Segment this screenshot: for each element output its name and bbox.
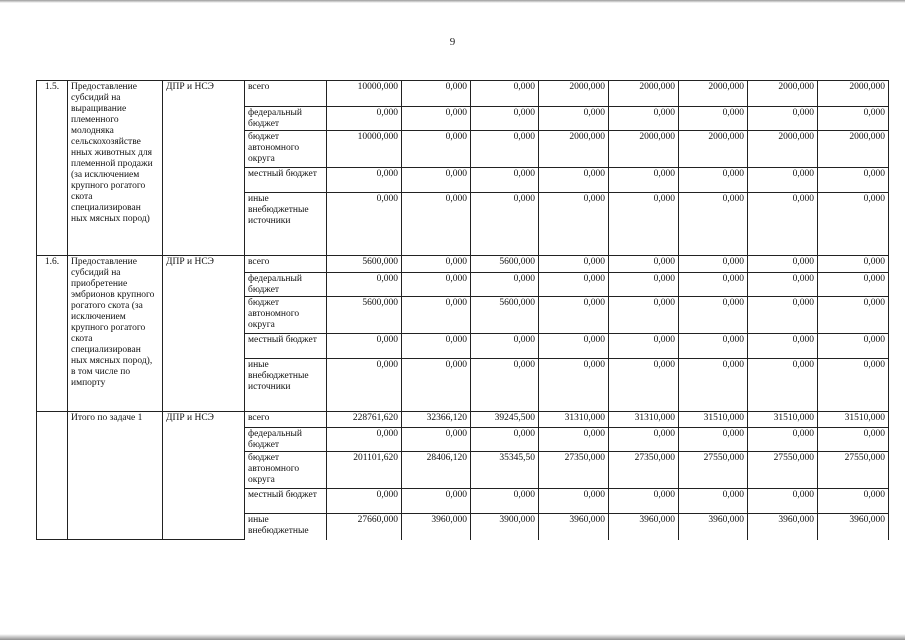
amount-cell: 0,000 — [679, 168, 748, 193]
amount-cell: 2000,000 — [748, 81, 818, 107]
amount-cell: 5600,000 — [471, 256, 539, 273]
amount-cell: 2000,000 — [539, 81, 609, 107]
amount-cell: 27350,000 — [539, 452, 609, 489]
amount-cell: 0,000 — [609, 168, 679, 193]
amount-cell: 0,000 — [679, 359, 748, 412]
funding-source: местный бюджет — [245, 334, 327, 359]
amount-cell: 0,000 — [471, 107, 539, 131]
amount-cell: 0,000 — [818, 256, 889, 273]
item-index — [37, 412, 68, 540]
amount-cell: 0,000 — [471, 131, 539, 168]
amount-cell: 5600,000 — [327, 297, 402, 334]
amount-cell: 0,000 — [609, 273, 679, 297]
amount-cell: 0,000 — [471, 273, 539, 297]
amount-cell: 0,000 — [748, 107, 818, 131]
amount-cell: 0,000 — [327, 168, 402, 193]
amount-cell: 31510,000 — [818, 412, 889, 428]
item-title: Итого по задаче 1 — [68, 412, 163, 540]
amount-cell: 0,000 — [609, 334, 679, 359]
budget-table — [36, 80, 889, 540]
scan-bottom-edge — [0, 634, 905, 640]
funding-source: иные внебюджетные — [245, 514, 327, 540]
amount-cell: 0,000 — [402, 81, 471, 107]
amount-cell: 0,000 — [679, 489, 748, 514]
amount-cell: 3960,000 — [609, 514, 679, 540]
amount-cell: 0,000 — [327, 489, 402, 514]
funding-source: бюджет автономного округа — [245, 297, 327, 334]
amount-cell: 0,000 — [679, 273, 748, 297]
amount-cell: 27550,000 — [818, 452, 889, 489]
funding-source: всего — [245, 412, 327, 428]
amount-cell: 0,000 — [402, 297, 471, 334]
amount-cell: 0,000 — [818, 489, 889, 514]
amount-cell: 0,000 — [539, 193, 609, 256]
amount-cell: 0,000 — [748, 193, 818, 256]
amount-cell: 0,000 — [748, 256, 818, 273]
table-row — [37, 81, 889, 107]
amount-cell: 0,000 — [609, 256, 679, 273]
funding-source: всего — [245, 81, 327, 107]
amount-cell: 0,000 — [402, 168, 471, 193]
amount-cell: 2000,000 — [679, 131, 748, 168]
amount-cell: 3900,000 — [471, 514, 539, 540]
amount-cell: 0,000 — [609, 193, 679, 256]
amount-cell: 2000,000 — [818, 131, 889, 168]
amount-cell: 31510,000 — [748, 412, 818, 428]
amount-cell: 0,000 — [539, 334, 609, 359]
table-row — [37, 412, 889, 428]
amount-cell: 28406,120 — [402, 452, 471, 489]
amount-cell: 2000,000 — [609, 81, 679, 107]
amount-cell: 0,000 — [402, 273, 471, 297]
funding-source: иные внебюджетные источники — [245, 193, 327, 256]
item-title: Предоставление субсидий на выращивание племенного молодняка сельскохозяйстве нных животных для племенной продажи (за исключением крупного рогатого скота специализирован ных мясных пород) — [68, 81, 163, 256]
amount-cell: 2000,000 — [748, 131, 818, 168]
item-executor: ДПР и НСЭ — [163, 412, 245, 540]
amount-cell: 0,000 — [818, 334, 889, 359]
amount-cell: 35345,50 — [471, 452, 539, 489]
funding-source: иные внебюджетные источники — [245, 359, 327, 412]
item-index: 1.5. — [37, 81, 68, 256]
amount-cell: 0,000 — [748, 428, 818, 452]
amount-cell: 10000,000 — [327, 131, 402, 168]
amount-cell: 0,000 — [402, 428, 471, 452]
amount-cell: 27550,000 — [679, 452, 748, 489]
funding-source: всего — [245, 256, 327, 273]
amount-cell: 0,000 — [609, 489, 679, 514]
amount-cell: 0,000 — [679, 107, 748, 131]
amount-cell: 0,000 — [471, 428, 539, 452]
amount-cell: 0,000 — [609, 107, 679, 131]
amount-cell: 3960,000 — [818, 514, 889, 540]
amount-cell: 0,000 — [679, 297, 748, 334]
funding-source: федеральный бюджет — [245, 107, 327, 131]
amount-cell: 0,000 — [609, 297, 679, 334]
amount-cell: 2000,000 — [609, 131, 679, 168]
amount-cell: 0,000 — [818, 359, 889, 412]
amount-cell: 0,000 — [402, 359, 471, 412]
funding-source: бюджет автономного округа — [245, 452, 327, 489]
amount-cell: 3960,000 — [748, 514, 818, 540]
amount-cell: 0,000 — [402, 489, 471, 514]
amount-cell: 0,000 — [748, 334, 818, 359]
amount-cell: 0,000 — [539, 489, 609, 514]
amount-cell: 0,000 — [679, 256, 748, 273]
item-executor: ДПР и НСЭ — [163, 81, 245, 256]
amount-cell: 0,000 — [402, 193, 471, 256]
amount-cell: 201101,620 — [327, 452, 402, 489]
amount-cell: 0,000 — [327, 273, 402, 297]
amount-cell: 32366,120 — [402, 412, 471, 428]
amount-cell: 0,000 — [818, 107, 889, 131]
amount-cell: 39245,500 — [471, 412, 539, 428]
amount-cell: 31310,000 — [609, 412, 679, 428]
amount-cell: 0,000 — [402, 131, 471, 168]
amount-cell: 0,000 — [471, 193, 539, 256]
amount-cell: 0,000 — [539, 273, 609, 297]
funding-source: местный бюджет — [245, 489, 327, 514]
amount-cell: 0,000 — [327, 193, 402, 256]
funding-source: бюджет автономного округа — [245, 131, 327, 168]
amount-cell: 0,000 — [539, 107, 609, 131]
amount-cell: 0,000 — [818, 168, 889, 193]
amount-cell: 228761,620 — [327, 412, 402, 428]
amount-cell: 0,000 — [679, 428, 748, 452]
funding-source: федеральный бюджет — [245, 273, 327, 297]
item-title: Предоставление субсидий на приобретение эмбрионов крупного рогатого скота (за исключением крупного рогатого скота специализирован ных мясных пород), в том числе по импорту — [68, 256, 163, 412]
amount-cell: 2000,000 — [679, 81, 748, 107]
amount-cell: 0,000 — [748, 168, 818, 193]
amount-cell: 0,000 — [539, 256, 609, 273]
amount-cell: 0,000 — [327, 428, 402, 452]
amount-cell: 0,000 — [748, 359, 818, 412]
amount-cell: 0,000 — [818, 193, 889, 256]
item-index: 1.6. — [37, 256, 68, 412]
amount-cell: 10000,000 — [327, 81, 402, 107]
amount-cell: 0,000 — [748, 297, 818, 334]
amount-cell: 0,000 — [539, 168, 609, 193]
scan-top-edge — [0, 0, 905, 3]
amount-cell: 3960,000 — [402, 514, 471, 540]
amount-cell: 31510,000 — [679, 412, 748, 428]
amount-cell: 5600,000 — [327, 256, 402, 273]
table-row — [37, 256, 889, 273]
amount-cell: 0,000 — [539, 428, 609, 452]
funding-source: местный бюджет — [245, 168, 327, 193]
amount-cell: 27660,000 — [327, 514, 402, 540]
amount-cell: 0,000 — [402, 107, 471, 131]
amount-cell: 0,000 — [471, 359, 539, 412]
item-executor: ДПР и НСЭ — [163, 256, 245, 412]
amount-cell: 0,000 — [609, 359, 679, 412]
amount-cell: 3960,000 — [539, 514, 609, 540]
amount-cell: 0,000 — [327, 107, 402, 131]
amount-cell: 0,000 — [402, 256, 471, 273]
amount-cell: 2000,000 — [539, 131, 609, 168]
amount-cell: 0,000 — [471, 81, 539, 107]
amount-cell: 0,000 — [818, 428, 889, 452]
amount-cell: 0,000 — [471, 168, 539, 193]
amount-cell: 0,000 — [471, 334, 539, 359]
funding-source: федеральный бюджет — [245, 428, 327, 452]
amount-cell: 5600,000 — [471, 297, 539, 334]
amount-cell: 27350,000 — [609, 452, 679, 489]
amount-cell: 0,000 — [327, 359, 402, 412]
amount-cell: 0,000 — [539, 359, 609, 412]
amount-cell: 3960,000 — [679, 514, 748, 540]
amount-cell: 27550,000 — [748, 452, 818, 489]
amount-cell: 0,000 — [818, 273, 889, 297]
amount-cell: 0,000 — [748, 273, 818, 297]
amount-cell: 2000,000 — [818, 81, 889, 107]
amount-cell: 0,000 — [818, 297, 889, 334]
amount-cell: 0,000 — [327, 334, 402, 359]
amount-cell: 0,000 — [402, 334, 471, 359]
table-body — [37, 81, 889, 540]
page-number: 9 — [449, 36, 456, 48]
amount-cell: 31310,000 — [539, 412, 609, 428]
amount-cell: 0,000 — [679, 193, 748, 256]
amount-cell: 0,000 — [471, 489, 539, 514]
amount-cell: 0,000 — [679, 334, 748, 359]
amount-cell: 0,000 — [539, 297, 609, 334]
amount-cell: 0,000 — [609, 428, 679, 452]
amount-cell: 0,000 — [748, 489, 818, 514]
